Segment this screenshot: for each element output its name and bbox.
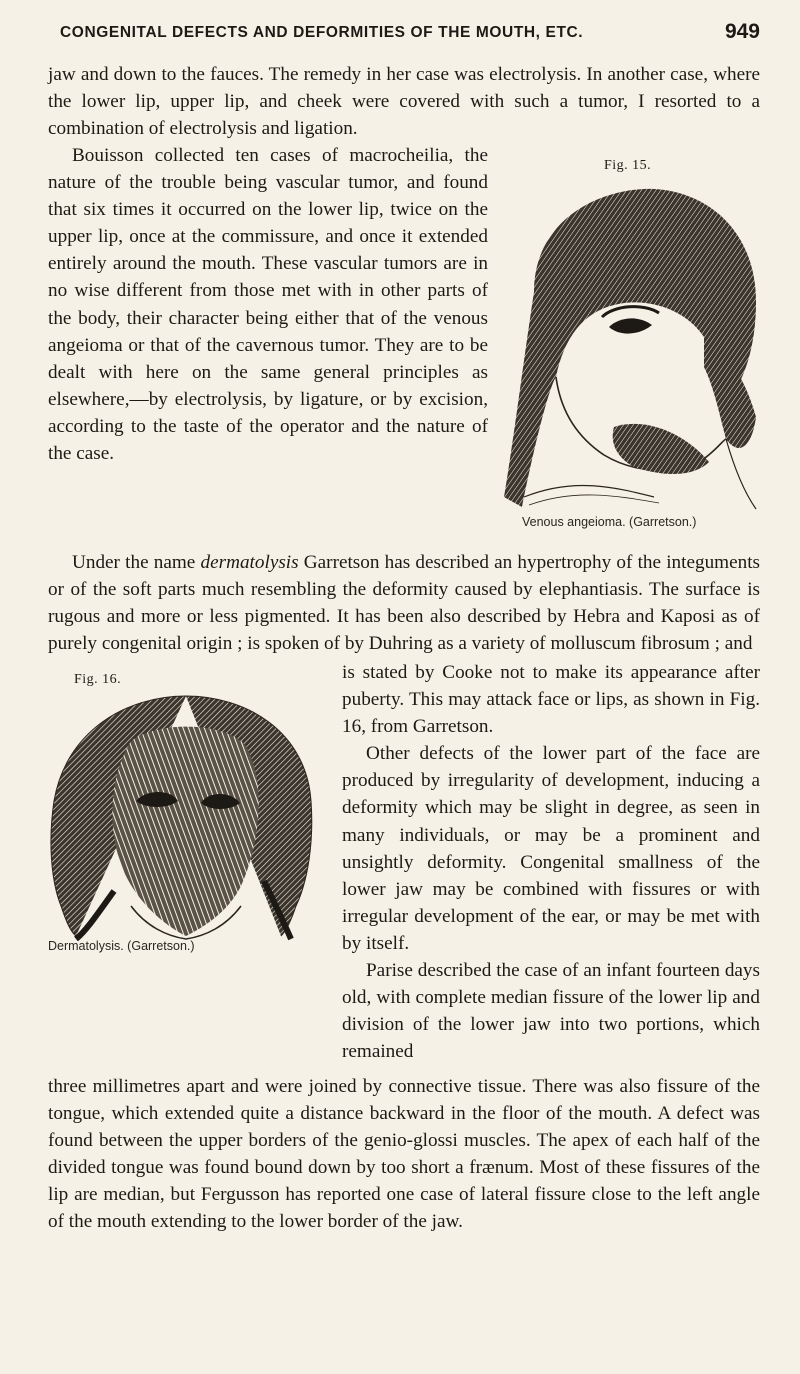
- paragraph-1: [48, 61, 760, 142]
- page-number: 949: [724, 20, 760, 43]
- paragraph-5: [48, 1073, 760, 1236]
- paragraph-3-intro: Under the name: [72, 552, 201, 573]
- paragraph-2: [48, 142, 488, 467]
- paragraph-4: Other defects of the lower part of the face are produced by irregularity of development, inducing a deformity which may be slight in degree, as seen in many individuals, or may be a prominent and unsightly deformity. Congenital smallness of the lower jaw may be combined with fissures or with irregular development of the ear, or may be met with by itself.: [342, 743, 760, 954]
- paragraph-3-continued: is stated by Cooke not to make its appearance after puberty. This may attack face or lips, as shown in Fig. 16, from Garretson.: [342, 662, 760, 738]
- right-column-fig16: [342, 659, 760, 1065]
- paragraph-5-start: Parise described the case of an infant fourteen days old, with complete median fissure of the lower lip and division of the lower jaw into two portions, which remained: [342, 960, 760, 1063]
- figure-15: [494, 158, 766, 533]
- figure-15-label: Fig. 15.: [604, 158, 652, 173]
- paragraph-3: [48, 549, 760, 657]
- paragraph-2-text: Bouisson collected ten cases of macrocheilia, the nature of the trouble being vascular tumor, and found that six times it occurred on the lower lip, twice on the upper lip, once at the commissure, and once it extended entirely around the mouth. These vascular tumors are in no wise different from those met with in other parts of the body, their character being either that of the venous angeioma or that of the cavernous tumor. They are to be dealt with here on the same general principles as elsewhere,—by electrolysis, by ligature, or by excision, according to the taste of the operator and the nature of the case.: [48, 145, 488, 465]
- figure-16: [36, 672, 326, 957]
- paragraph-5-text: three millimetres apart and were joined by connective tissue. There was also fissure of the tongue, which extended quite a distance backward in the floor of the mouth. A defect was found between the upper borders of the genio-glossi muscles. The apex of each half of the divided tongue was found bound down by too short a frænum. Most of these fissures of the lip are median, but Fergusson has reported one case of lateral fissure close to the left angle of the mouth extending to the lower border of the jaw.: [48, 1076, 760, 1233]
- paragraph-3-body: Garretson has described an hypertrophy of the integuments or of the soft parts much resembling the deformity caused by elephantiasis. The surface is rugous and more or less pigmented. It has been also described by Hebra and Kaposi as of purely congenital origin ; is spoken of by Duhring as a variety of molluscum fibrosum ; and: [48, 552, 761, 655]
- venous-angeioma-illustration: [494, 177, 766, 517]
- figure-16-caption: Dermatolysis. (Garretson.): [48, 939, 195, 953]
- paragraph-3-text: [48, 549, 760, 657]
- dermatolysis-illustration: [36, 691, 326, 941]
- page-header: [60, 18, 760, 48]
- figure-16-label: Fig. 16.: [74, 672, 122, 687]
- term-dermatolysis: dermatolysis: [200, 552, 299, 573]
- paragraph-1-text: jaw and down to the fauces. The remedy in her case was electrolysis. In another case, where the lower lip, upper lip, and cheek were covered with such a tumor, I resorted to a combination of electrolysis and ligation.: [48, 64, 760, 140]
- running-head: CONGENITAL DEFECTS AND DEFORMITIES OF THE MOUTH, ETC.: [60, 24, 584, 41]
- figure-15-caption: Venous angeioma. (Garretson.): [522, 515, 697, 529]
